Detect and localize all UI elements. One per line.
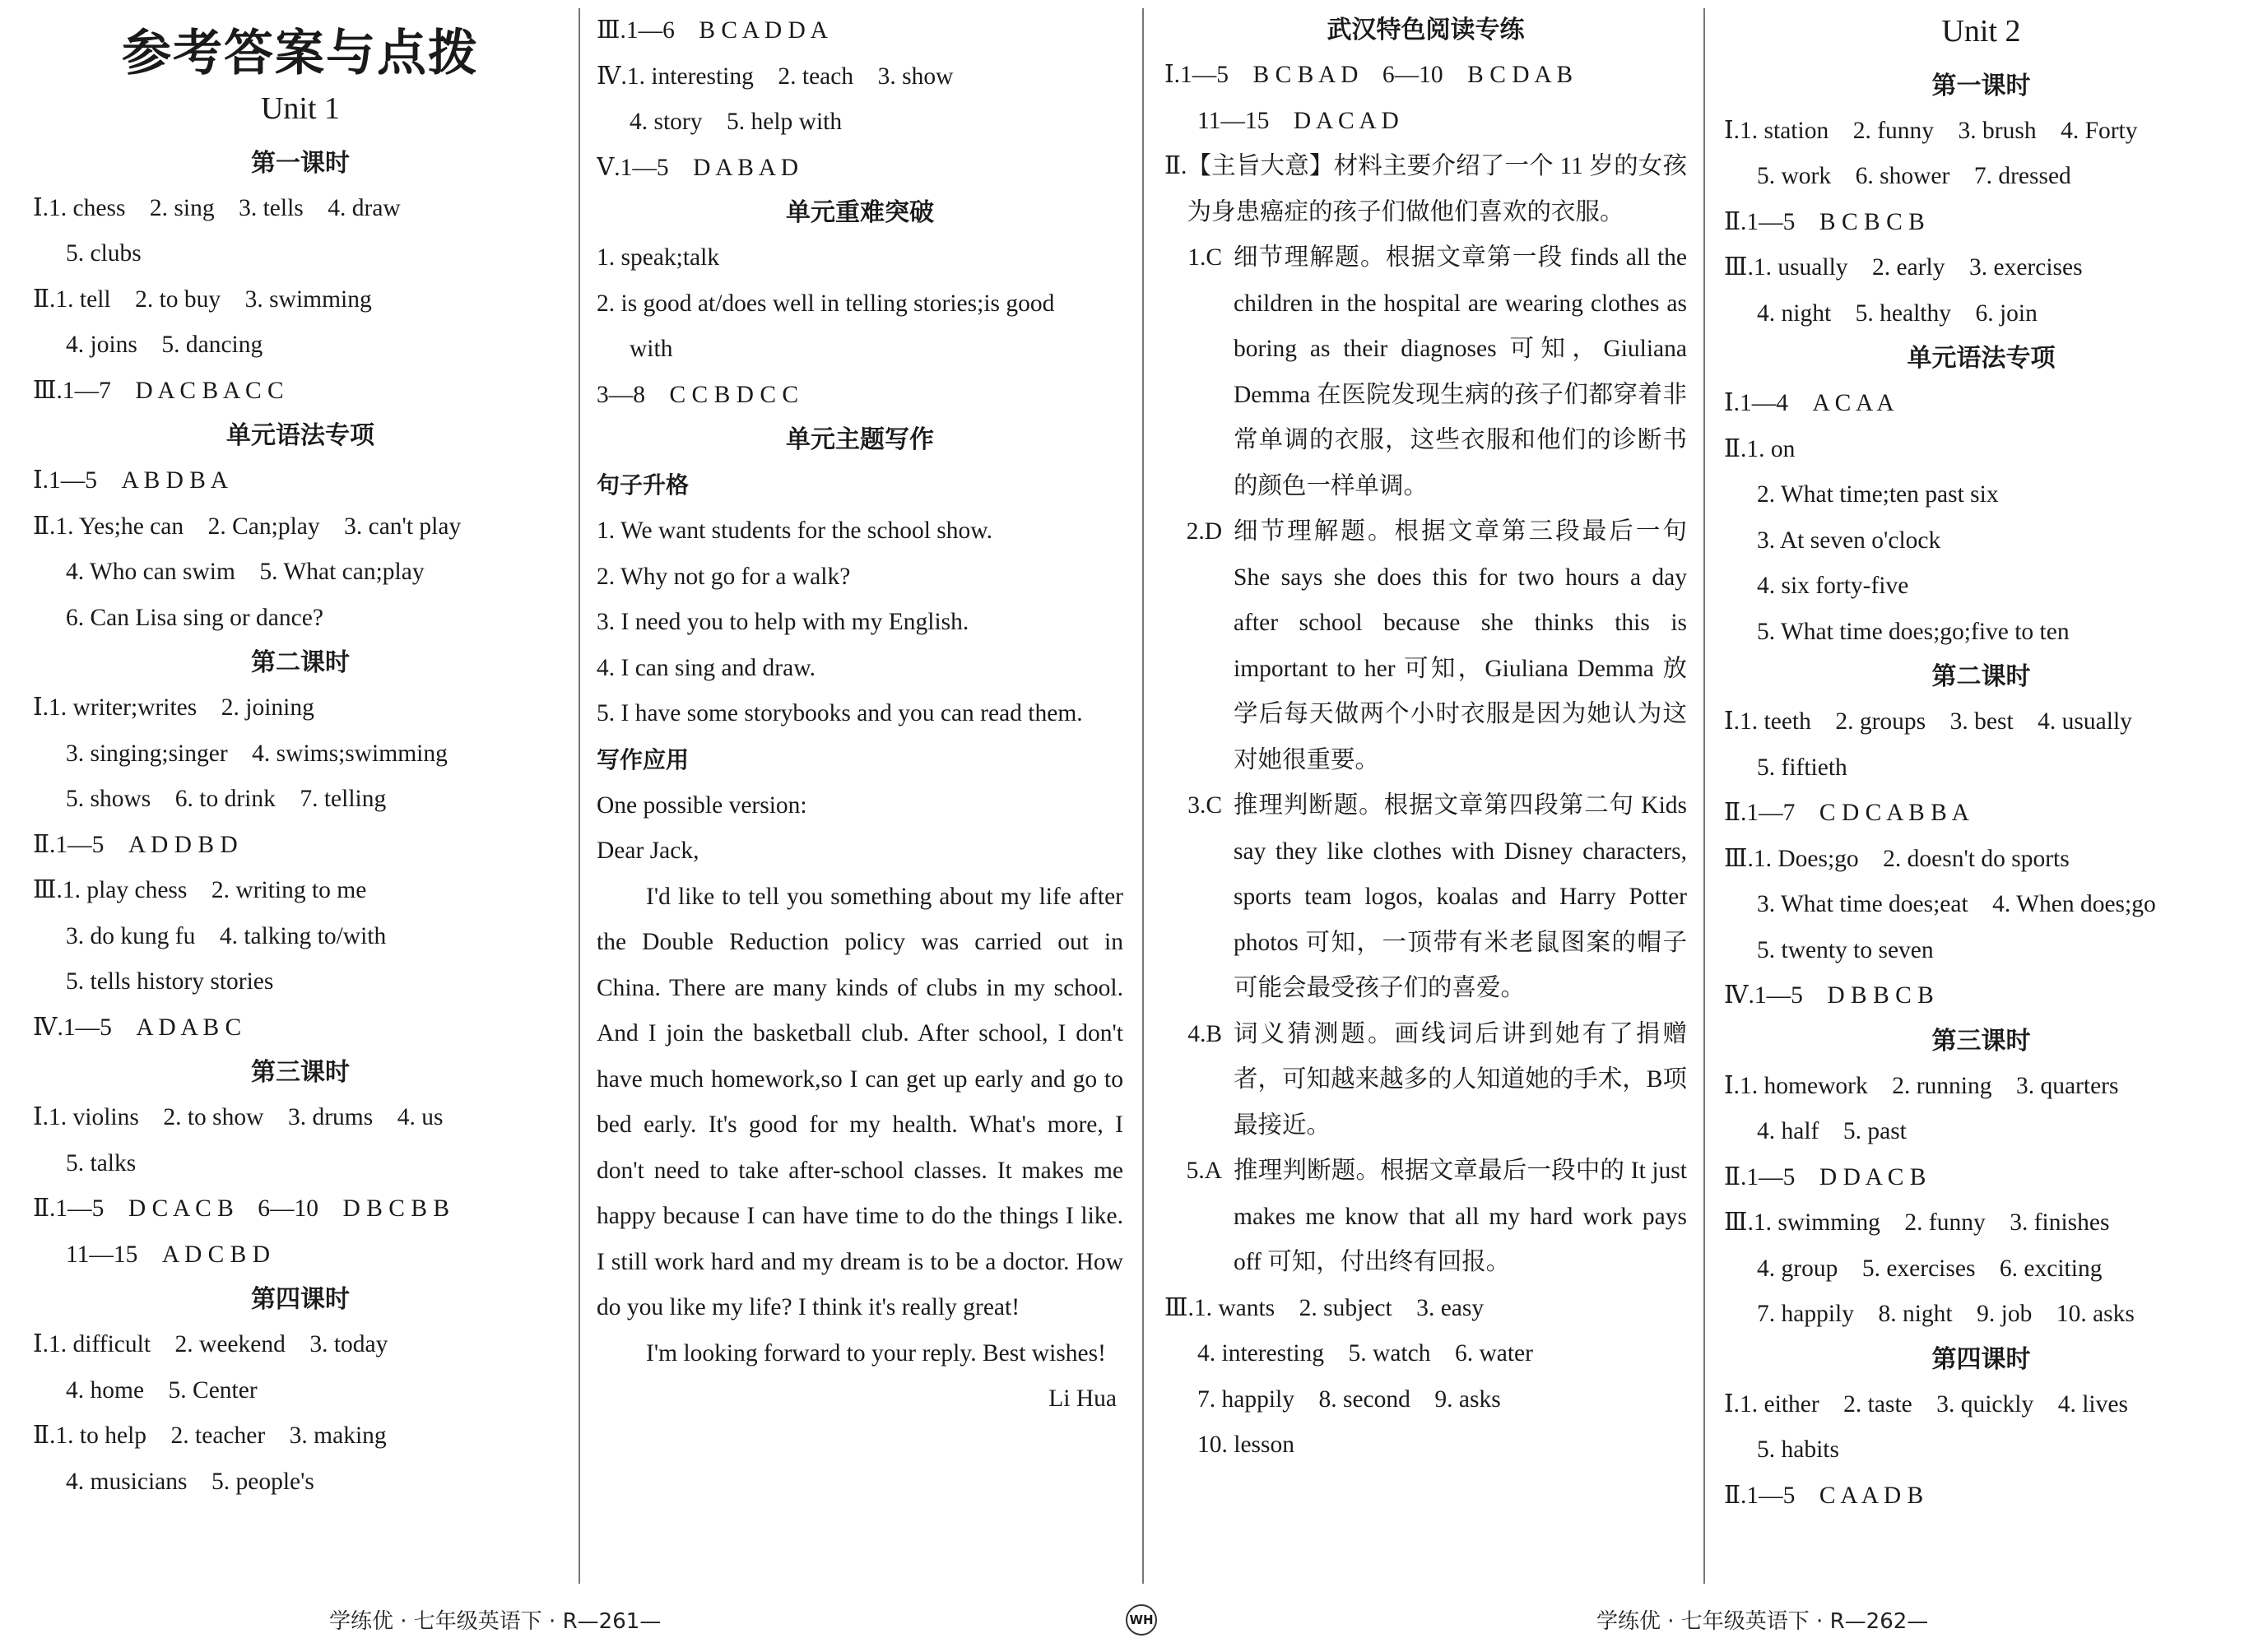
- letter-paragraph: I'm looking forward to your reply. Best wishes!: [646, 1339, 1106, 1367]
- section-heading: 第三课时: [251, 1058, 350, 1088]
- answer-line: Ⅴ.1—5 D A B A D: [597, 154, 799, 181]
- section-heading: 第三课时: [1931, 1026, 2031, 1056]
- answer-line: Ⅰ.1—5 A B D B A: [33, 467, 229, 494]
- answer-line: Ⅱ.1—5 A D D B D: [33, 831, 238, 858]
- letter-salutation: Dear Jack,: [597, 838, 699, 864]
- column-2: [597, 8, 1123, 1422]
- question-text: 细节理解题。根据文章第三段最后一句 She says she does this for two hours a day after school because she thinks this is important to her 可知，Giuliana Demma 放学后每天做两个小时衣服是因为她认为这对她很重要。: [1234, 518, 1687, 773]
- answer-line: 3. What time does;eat 4. When does;go: [1757, 891, 2156, 918]
- answer-line: 3. singing;singer 4. swims;swimming: [66, 740, 448, 767]
- answer-line: 5. What time does;go;five to ten: [1757, 618, 2070, 645]
- answer-line: Ⅲ.1. Does;go 2. doesn't do sports: [1724, 845, 2070, 872]
- answer-line: Ⅲ.1. play chess 2. writing to me: [33, 877, 367, 904]
- section-heading: 第四课时: [1931, 1344, 2031, 1374]
- answer-line: 2. is good at/does well in telling stories;is good: [597, 290, 1055, 317]
- question-number: 2.D: [1186, 518, 1222, 545]
- answer-line: 7. happily 8. night 9. job 10. asks: [1757, 1301, 2135, 1328]
- section-heading: 单元重难突破: [786, 198, 934, 227]
- answer-line: Ⅱ.1—5 D D A C B: [1724, 1163, 1926, 1190]
- answer-line: Ⅰ.1. teeth 2. groups 3. best 4. usually: [1724, 708, 2132, 736]
- page-title: 参考答案与点拨: [122, 25, 479, 82]
- answer-line: One possible version:: [597, 791, 807, 819]
- answer-line: Ⅳ.1—5 D B B C B: [1724, 982, 1934, 1009]
- answer-line: Ⅲ.1. wants 2. subject 3. easy: [1164, 1294, 1485, 1321]
- subsection-heading: 句子升格: [597, 471, 690, 499]
- answer-line: Ⅰ.1. violins 2. to show 3. drums 4. us: [33, 1104, 444, 1131]
- unit-title: Unit 1: [260, 91, 341, 126]
- answer-line: Ⅱ.1. tell 2. to buy 3. swimming: [33, 285, 372, 313]
- column-divider: [1703, 8, 1705, 1584]
- answer-line: 4. half 5. past: [1757, 1118, 1907, 1145]
- section-heading: 第二课时: [251, 648, 350, 678]
- column-divider: [579, 8, 580, 1584]
- answer-line: 11—15 A D C B D: [66, 1241, 271, 1268]
- answer-line: Ⅱ.1—7 C D C A B B A: [1724, 800, 1969, 827]
- answer-line: Ⅱ.1. to help 2. teacher 3. making: [33, 1422, 387, 1450]
- answer-line: 5. shows 6. to drink 7. telling: [66, 786, 387, 813]
- answer-line: 3—8 C C B D C C: [597, 381, 799, 408]
- section-heading: 单元语法专项: [226, 421, 374, 451]
- answer-line: 6. Can Lisa sing or dance?: [66, 604, 323, 631]
- answer-line: 4. musicians 5. people's: [66, 1468, 314, 1495]
- section-heading: 第四课时: [251, 1285, 350, 1315]
- question-explanation: [1164, 509, 1687, 783]
- unit-title: Unit 2: [1941, 14, 2021, 49]
- answer-line: 5. tells history stories: [66, 968, 274, 995]
- answer-line: 10. lesson: [1197, 1432, 1294, 1458]
- main-idea: [1164, 144, 1687, 235]
- question-number: 4.B: [1187, 1020, 1222, 1047]
- answer-line: 2. Why not go for a walk?: [597, 563, 851, 590]
- page-footer-right: 学练优 · 七年级英语下 · R—262—: [1596, 1609, 1929, 1634]
- answer-line: 3. At seven o'clock: [1757, 527, 1941, 554]
- answer-line: with: [630, 336, 673, 362]
- answer-line: Ⅲ.1. usually 2. early 3. exercises: [1724, 254, 2083, 281]
- answer-line: Ⅰ.1. station 2. funny 3. brush 4. Forty: [1724, 117, 2138, 144]
- question-explanation: [1164, 235, 1687, 509]
- answer-line: Ⅰ.1. writer;writes 2. joining: [33, 694, 314, 722]
- answer-line: 4. night 5. healthy 6. join: [1757, 299, 2038, 327]
- column-3: [1164, 8, 1687, 1469]
- answer-line: Ⅳ.1—5 A D A B C: [33, 1014, 242, 1041]
- question-text: 词义猜测题。画线词后讲到她有了捐赠者，可知越来越多的人知道她的手术，B项最接近。: [1234, 1020, 1687, 1139]
- answer-line: Ⅲ.1. swimming 2. funny 3. finishes: [1724, 1209, 2110, 1237]
- answer-line: 4. I can sing and draw.: [597, 654, 816, 681]
- question-number: 3.C: [1187, 792, 1222, 819]
- section-heading: 武汉特色阅读专练: [1327, 16, 1525, 44]
- column-4: [1724, 8, 2238, 1519]
- answer-line: 5. twenty to seven: [1757, 936, 1934, 963]
- section-heading: 第一课时: [1931, 71, 2031, 100]
- question-explanation: [1164, 783, 1687, 1012]
- answer-line: Ⅳ.1. interesting 2. teach 3. show: [597, 63, 954, 90]
- section-heading: 单元语法专项: [1907, 344, 2056, 374]
- question-text: 细节理解题。根据文章第一段 finds all the children in the hospital are wearing clothes as boring as their diagnoses 可知，Giuliana Demma 在医院发现生病的孩子们都穿着非常单调的衣服，这些衣服和他们的诊断书的颜色一样单调。: [1234, 244, 1687, 499]
- main-idea-text: 【主旨大意】材料主要介绍了一个 11 岁的女孩为身患癌症的孩子们做他们喜欢的衣服。: [1187, 153, 1687, 225]
- subsection-heading: 写作应用: [597, 745, 690, 773]
- answer-line: 5. I have some storybooks and you can read them.: [597, 700, 1083, 726]
- answer-line: Ⅰ.1. either 2. taste 3. quickly 4. lives: [1724, 1390, 2128, 1418]
- answer-line: 4. joins 5. dancing: [66, 332, 263, 359]
- question-number: 1.C: [1187, 244, 1222, 271]
- answer-line: 5. habits: [1757, 1436, 1839, 1464]
- answer-line: Ⅰ.1. chess 2. sing 3. tells 4. draw: [33, 194, 401, 221]
- answer-line: 1. speak;talk: [597, 244, 720, 271]
- answer-line: Ⅲ.1—7 D A C B A C C: [33, 377, 284, 404]
- section-heading: 单元主题写作: [786, 425, 934, 454]
- answer-line: 11—15 D A C A D: [1197, 107, 1399, 134]
- section-heading: 第一课时: [251, 148, 350, 178]
- answer-line: 4. group 5. exercises 6. exciting: [1757, 1255, 2103, 1282]
- answer-line: 3. I need you to help with my English.: [597, 609, 969, 635]
- answer-line: 7. happily 8. second 9. asks: [1197, 1385, 1501, 1413]
- answer-line: Ⅱ.1—5 D C A C B 6—10 D B C B B: [33, 1195, 450, 1223]
- answer-line: 5. work 6. shower 7. dressed: [1757, 163, 2071, 190]
- answer-line: Ⅱ.1. Yes;he can 2. Can;play 3. can't play: [33, 513, 462, 540]
- answer-line: 4. interesting 5. watch 6. water: [1197, 1340, 1533, 1367]
- question-text: 推理判断题。根据文章第四段第二句 Kids say they like clothes with Disney characters, sports team logos, koalas and Harry Potter photos 可知，一顶带有米老鼠图案的帽子可能会最受孩子们的喜爱。: [1234, 792, 1687, 1001]
- answer-line: 3. do kung fu 4. talking to/with: [66, 922, 387, 949]
- answer-line: Ⅰ.1—5 B C B A D 6—10 B C D A B: [1164, 62, 1573, 88]
- answer-line: Ⅱ.1—5 C A A D B: [1724, 1482, 1924, 1509]
- answer-line: 4. home 5. Center: [66, 1376, 258, 1404]
- question-text: 推理判断题。根据文章最后一段中的 It just makes me know that all my hard work pays off 可知，付出终有回报。: [1234, 1158, 1687, 1275]
- column-divider: [1142, 8, 1144, 1584]
- publisher-logo: WH: [1126, 1604, 1157, 1636]
- answer-line: 5. talks: [66, 1149, 137, 1176]
- column-1: [33, 8, 568, 1505]
- answer-line: Ⅲ.1—6 B C A D D A: [597, 17, 828, 44]
- answer-line: 4. Who can swim 5. What can;play: [66, 559, 425, 586]
- answer-line: Ⅱ.1—5 B C B C B: [1724, 208, 1925, 235]
- question-number: 5.A: [1186, 1158, 1222, 1184]
- answer-line: Ⅱ.1. on: [1724, 435, 1796, 462]
- question-explanation: [1164, 1012, 1687, 1149]
- page-footer-left: 学练优 · 七年级英语下 · R—261—: [329, 1609, 662, 1634]
- answer-line: 5. clubs: [66, 240, 142, 267]
- answer-line: Ⅰ.1. homework 2. running 3. quarters: [1724, 1072, 2119, 1099]
- answer-line: 4. six forty-five: [1757, 573, 1909, 600]
- answer-line: 1. We want students for the school show.: [597, 517, 993, 544]
- answer-line: 5. fiftieth: [1757, 754, 1847, 781]
- answer-line: Ⅰ.1. difficult 2. weekend 3. today: [33, 1331, 388, 1358]
- letter-signature: Li Hua: [1048, 1385, 1117, 1412]
- question-explanation: [1164, 1149, 1687, 1286]
- section-heading: 第二课时: [1931, 662, 2031, 692]
- answer-line: 2. What time;ten past six: [1757, 481, 1999, 508]
- letter-paragraph: I'd like to tell you something about my life after the Double Reduction policy was carried out in China. There are many kinds of clubs in my school. And I join the basketball club. After school, I don't have much homework,so I can get up early and go to bed early. It's good for my health. What's more, I don't need to take after-school classes. It makes me happy because I can have time to do the things I like. I still work hard and my dream is to be a doctor. How do you like my life? I think it's really great!: [597, 883, 1123, 1320]
- answer-line: Ⅰ.1—4 A C A A: [1724, 390, 1894, 417]
- main-idea-label: Ⅱ.: [1164, 153, 1187, 179]
- answer-line: 4. story 5. help with: [630, 109, 843, 135]
